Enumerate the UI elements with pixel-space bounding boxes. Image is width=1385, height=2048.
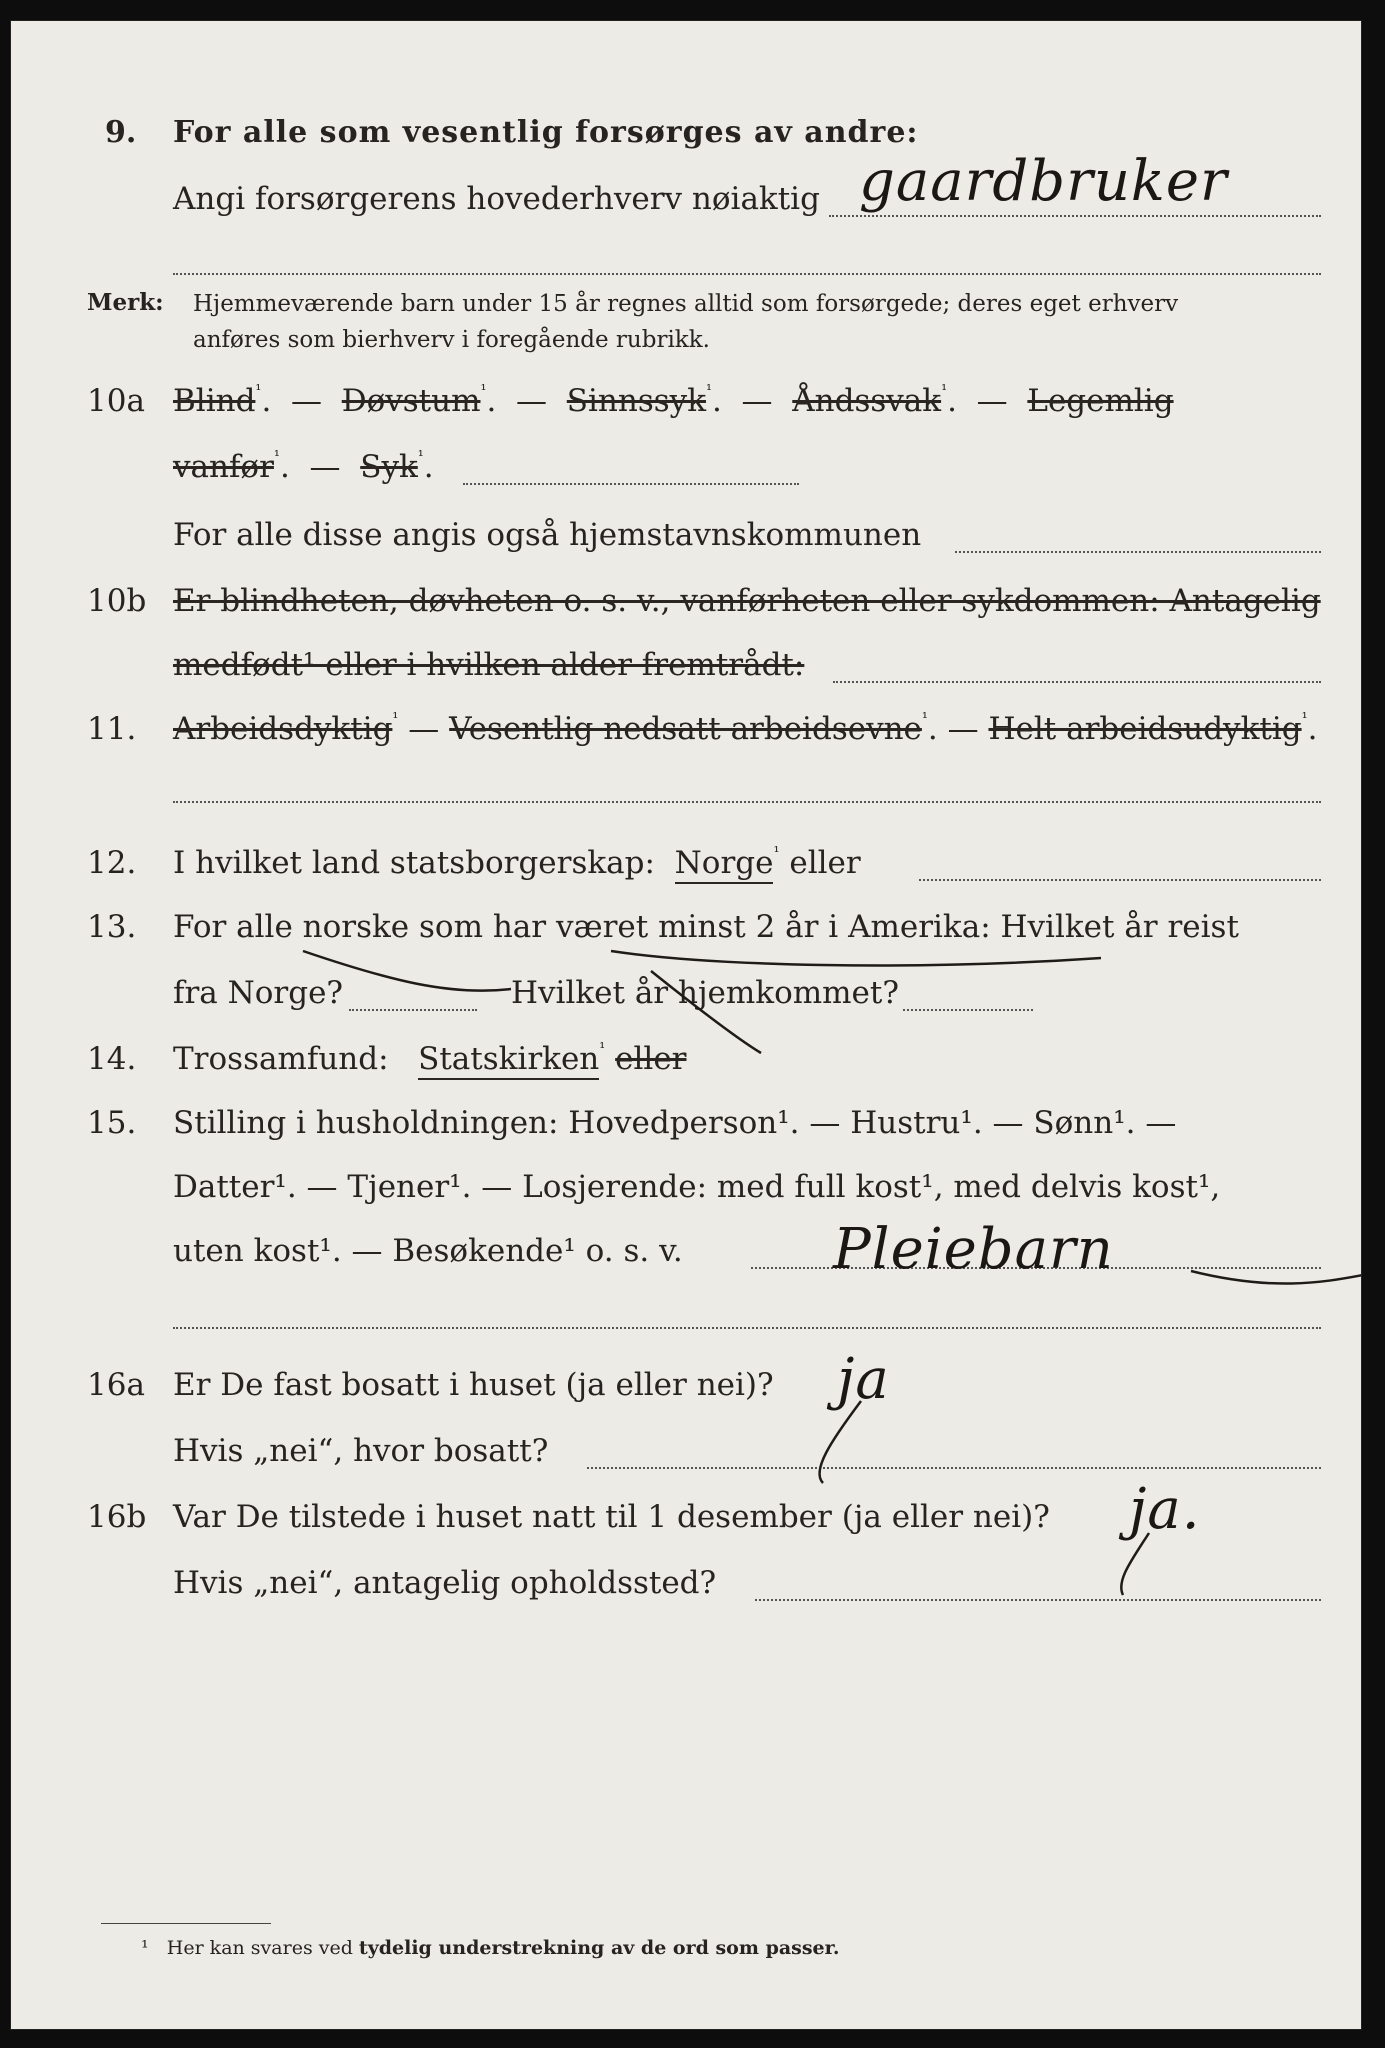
q10a-hjemstavn-line <box>955 551 1321 553</box>
q11-line: Arbeidsdyktig$^{^1}$ — Vesentlig nedsatt arbeidsevne$^{^1}$. — Helt arbeidsudyktig$^{^1}$. <box>173 709 1318 747</box>
q13-fra-line <box>349 1009 477 1011</box>
q13-line1: For alle norske som har været minst 2 år i Amerika: Hvilket år reist <box>173 909 1239 945</box>
q10a-line1: Blind$^{^1}$. — Døvstum$^{^1}$. — Sinnssyk$^{^1}$. — Åndssvak$^{^1}$. — Legemlig <box>173 381 1174 419</box>
q10b-line1: Er blindheten, døvheten o. s. v., vanførheten eller sykdommen: Antagelig <box>173 583 1321 619</box>
handwritten-ink-strokes <box>11 21 1362 2030</box>
q16b-prompt: Var De tilstede i huset natt til 1 desember (ja eller nei)? <box>173 1499 1050 1535</box>
footnote <box>141 1937 840 1959</box>
q16a-number: 16a <box>87 1367 145 1403</box>
q9-prompt: Angi forsørgerens hovederhverv nøiaktig <box>173 181 820 217</box>
q16b-number: 16b <box>87 1499 147 1535</box>
footnote-mark: ¹ <box>141 1937 149 1959</box>
q14-line: Trossamfund: Statskirken$^{^1}$ eller <box>173 1041 686 1077</box>
q16a-prompt: Er De fast bosatt i huset (ja eller nei)? <box>173 1367 774 1403</box>
q11-number: 11. <box>87 711 137 747</box>
q15-line2: Datter¹. — Tjener¹. — Losjerende: med full kost¹, med delvis kost¹, <box>173 1169 1221 1205</box>
q13-fra-norge: fra Norge? <box>173 975 344 1011</box>
q16b-answer-line <box>755 1599 1321 1601</box>
footnote-text-b: tydelig understrekning av de ord som passer. <box>358 1937 840 1959</box>
q9-title: For alle som vesentlig forsørges av andre: <box>173 115 919 150</box>
q15-line3: uten kost¹. — Besøkende¹ o. s. v. <box>173 1233 683 1269</box>
q14-prompt: Trossamfund: <box>173 1041 389 1077</box>
q11-udyktig: Helt arbeidsudyktig <box>988 711 1302 747</box>
q9-number: 9. <box>105 115 137 150</box>
q11-answer-line <box>173 801 1321 803</box>
q10b-line2: medfødt¹ eller i hvilken alder fremtrådt: <box>173 647 805 683</box>
q13-hjem-line <box>903 1009 1033 1011</box>
q10a-legemlig: Legemlig <box>1027 383 1174 419</box>
q13-hvilket: Hvilket år hjemkommet? <box>511 975 899 1011</box>
q16a-answer-line <box>587 1467 1321 1469</box>
q10b-number: 10b <box>87 583 147 619</box>
q15-extra-line <box>173 1327 1321 1329</box>
q10a-vanfor: vanfør <box>173 449 274 485</box>
q9-extra-line <box>173 273 1321 275</box>
q10a-sinnssyk: Sinnssyk <box>566 383 706 419</box>
merk-label: Merk: <box>87 289 164 316</box>
q13-number: 13. <box>87 909 137 945</box>
q12-number: 12. <box>87 845 137 881</box>
q9-answer-line <box>829 215 1321 217</box>
q10a-dovstum: Døvstum <box>341 383 481 419</box>
q10a-blind: Blind <box>173 383 256 419</box>
q10a-line2: vanfør$^{^1}$. — Syk$^{^1}$. <box>173 447 434 485</box>
q12-eller: eller <box>789 845 861 881</box>
q10a-syk: Syk <box>360 449 418 485</box>
q11-arbeidsdyktig: Arbeidsdyktig <box>173 711 393 747</box>
merk-line2: anføres som bierhverv i foregående rubrikk. <box>193 327 710 353</box>
q15-line1: Stilling i husholdningen: Hovedperson¹. — Hustru¹. — Sønn¹. — <box>173 1105 1177 1141</box>
q12-answer-line <box>919 879 1321 881</box>
q16b-hvis: Hvis „nei“, antagelig opholdssted? <box>173 1565 717 1601</box>
merk-line1: Hjemmeværende barn under 15 år regnes alltid som forsørgede; deres eget erhverv <box>193 291 1179 317</box>
q10a-andssvak: Åndssvak <box>792 383 942 419</box>
q14-number: 14. <box>87 1041 137 1077</box>
q10a-hjemstavn: For alle disse angis også hjemstavnskommunen <box>173 517 922 553</box>
q12-line: I hvilket land statsborgerskap: Norge$^{^1}$ eller <box>173 845 861 881</box>
q10a-number: 10a <box>87 383 145 419</box>
q9-handwritten-answer: gaardbruker <box>859 149 1228 214</box>
q15-handwritten-answer: Pleiebarn <box>833 1217 1114 1282</box>
q12-norge-underlined: Norge <box>675 845 774 884</box>
q10a-answer-line <box>463 483 799 485</box>
q16a-hvis: Hvis „nei“, hvor bosatt? <box>173 1433 549 1469</box>
q16a-handwritten-answer: ja <box>837 1347 890 1412</box>
q14-statskirken-underlined: Statskirken <box>418 1041 599 1080</box>
q16b-handwritten-answer: ja. <box>1129 1477 1201 1542</box>
q12-prompt: I hvilket land statsborgerskap: <box>173 845 655 881</box>
footnote-text-a: Her kan svares ved <box>166 1937 353 1959</box>
q11-nedsatt: Vesentlig nedsatt arbeidsevne <box>449 711 922 747</box>
q15-number: 15. <box>87 1105 137 1141</box>
census-form-page <box>10 20 1362 2030</box>
q10b-answer-line <box>833 681 1321 683</box>
q14-eller: eller <box>615 1041 687 1077</box>
footnote-rule <box>101 1923 271 1924</box>
